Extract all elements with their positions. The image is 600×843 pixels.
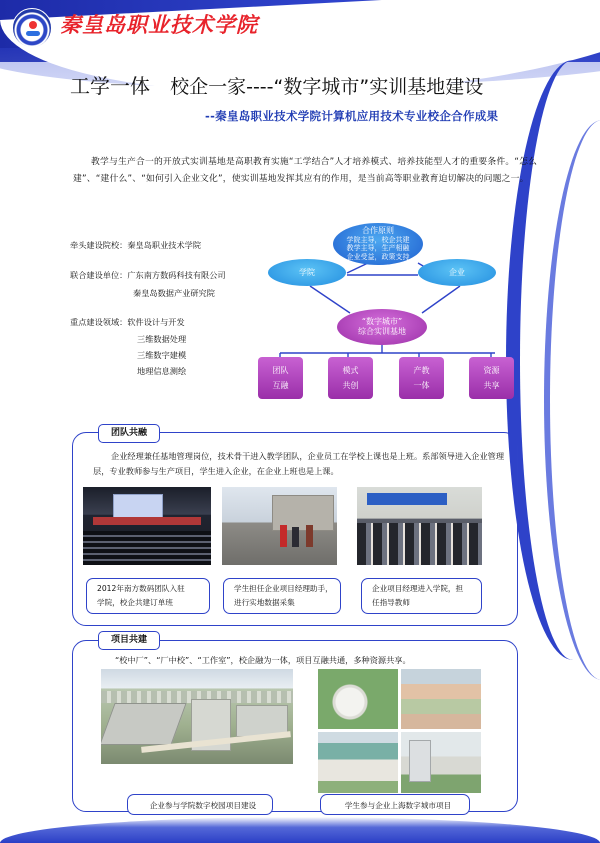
footer-band (0, 817, 600, 843)
caption-team-3 (361, 578, 482, 614)
info-lead (70, 240, 201, 251)
intro-paragraph: 教学与生产合一的开放式实训基地是高职教育实施“工学结合”人才培养模式、培养技能型人才的重要条件。“怎么建”、“建什么”、“如何引入企业文化”，使实训基地发挥其应有的作用，是当前高等职业教育迫切解决的问题之一。 (73, 157, 538, 184)
caption-line1: 企业项目经理进入学院，担 (372, 584, 464, 593)
logo-wave-icon (26, 31, 40, 36)
photo-field-data-collection (222, 487, 337, 565)
photo-digital-city-collage (318, 669, 481, 793)
box-resource-sharing (469, 357, 514, 399)
box-line2: 互融 (272, 381, 289, 390)
city-line1: “数字城市” (361, 317, 403, 326)
photo-building (101, 703, 187, 745)
page-title-part1: 工学一体 (70, 74, 150, 98)
box-mode-creation (328, 357, 373, 399)
photo-students (357, 523, 482, 565)
page-subtitle: --秦皇岛职业技术学院计算机应用技术专业校企合作成果 (205, 109, 499, 123)
project-paragraph: “校中厂”、“厂中校”、“工作室”，校企融为一体，项目互融共通，多种资源共享。 (115, 655, 411, 665)
digital-city-base-ellipse (337, 309, 427, 345)
school-logo-icon (12, 8, 52, 48)
school-name-cn: 秦皇岛职业技术学院 (60, 12, 258, 37)
box-line2: 共享 (483, 381, 500, 390)
box-team-integration (258, 357, 303, 399)
principle-line2: 教学主导，生产相融 (346, 244, 410, 252)
info-field-label: 重点建设领域： (70, 317, 128, 327)
caption-line2: 进行实地数据采集 (234, 598, 295, 607)
info-co-value2: 秦皇岛数据产业研究院 (133, 288, 215, 298)
box-line2: 一体 (413, 381, 430, 390)
page-title (70, 70, 570, 99)
project-section-tab: 项目共建 (98, 631, 160, 650)
city-line2: 综合实训基地 (358, 327, 406, 336)
cooperation-principle-ellipse (333, 223, 423, 265)
photo-tile-towers (401, 732, 481, 793)
photo-person (292, 527, 299, 547)
photo-person (306, 525, 313, 547)
principle-title: 合作原则 (362, 226, 394, 235)
connector-college-principle (347, 263, 368, 273)
photo-person (280, 525, 287, 547)
caption-line2: 学院，校企共建订单班 (97, 598, 173, 607)
photo-classroom (357, 487, 482, 565)
photo-meeting-hall (83, 487, 211, 565)
logo-sun-icon (29, 21, 37, 29)
box-line1: 资源 (483, 366, 500, 375)
team-paragraph: 企业经理兼任基地管理岗位，技术骨干进入教学团队，企业员工在学校上课也是上班。系部领导进入企业管理层，专业教师参与生产项目，学生进入企业，在企业上班也是上课。 (93, 451, 505, 476)
caption-team-1 (86, 578, 210, 614)
principle-line1: 学院主导，校企共建 (346, 235, 410, 244)
box-line1: 团队 (272, 366, 289, 375)
page-title-part2: 校企一家----“数字城市”实训基地建设 (170, 76, 484, 98)
info-field (70, 317, 185, 328)
info-field2: 三维数据处理 (137, 334, 187, 344)
caption-team-2 (223, 578, 341, 614)
school-name-en: Qinhuangdao Institute of Technology (72, 37, 236, 45)
principle-line3: 企业受益，政策支持 (346, 252, 410, 261)
photo-banner (367, 493, 447, 505)
box-industry-education (399, 357, 444, 399)
team-section-tab: 团队共融 (98, 424, 160, 443)
info-co-label: 联合建设单位： (70, 270, 128, 280)
info-co (70, 270, 226, 281)
connector-enterprise-city (422, 286, 460, 313)
photo-tile-residential (401, 669, 481, 729)
college-ellipse: 学院 (268, 259, 346, 286)
info-co-value1: 广东南方数码科技有限公司 (127, 270, 226, 280)
photo-digital-campus (101, 669, 293, 764)
caption-project-2: 学生参与企业上海数字城市项目 (320, 794, 470, 815)
photo-stage (93, 517, 201, 525)
box-line1: 产教 (413, 366, 430, 375)
info-field4: 地理信息测绘 (137, 366, 187, 376)
info-lead-value: 秦皇岛职业技术学院 (127, 240, 202, 250)
caption-project-1: 企业参与学院数字校园项目建设 (127, 794, 273, 815)
caption-line1: 学生担任企业项目经理助手， (234, 584, 333, 593)
photo-tile-stadium (318, 669, 398, 729)
info-lead-label: 牵头建设院校： (70, 240, 128, 250)
photo-tower (409, 740, 431, 782)
enterprise-ellipse: 企业 (418, 259, 496, 286)
info-field1: 软件设计与开发 (127, 317, 185, 327)
box-line1: 模式 (342, 366, 359, 375)
photo-tile-waterfront (318, 732, 398, 793)
photo-audience (83, 531, 211, 565)
caption-line2: 任指导教师 (372, 598, 410, 607)
caption-line1: 2012年南方数码团队入驻 (97, 584, 185, 593)
box-line2: 共创 (342, 381, 359, 390)
info-field3: 三维数字建模 (137, 350, 187, 360)
photo-screen (113, 494, 163, 518)
connector-college-city (310, 286, 350, 313)
